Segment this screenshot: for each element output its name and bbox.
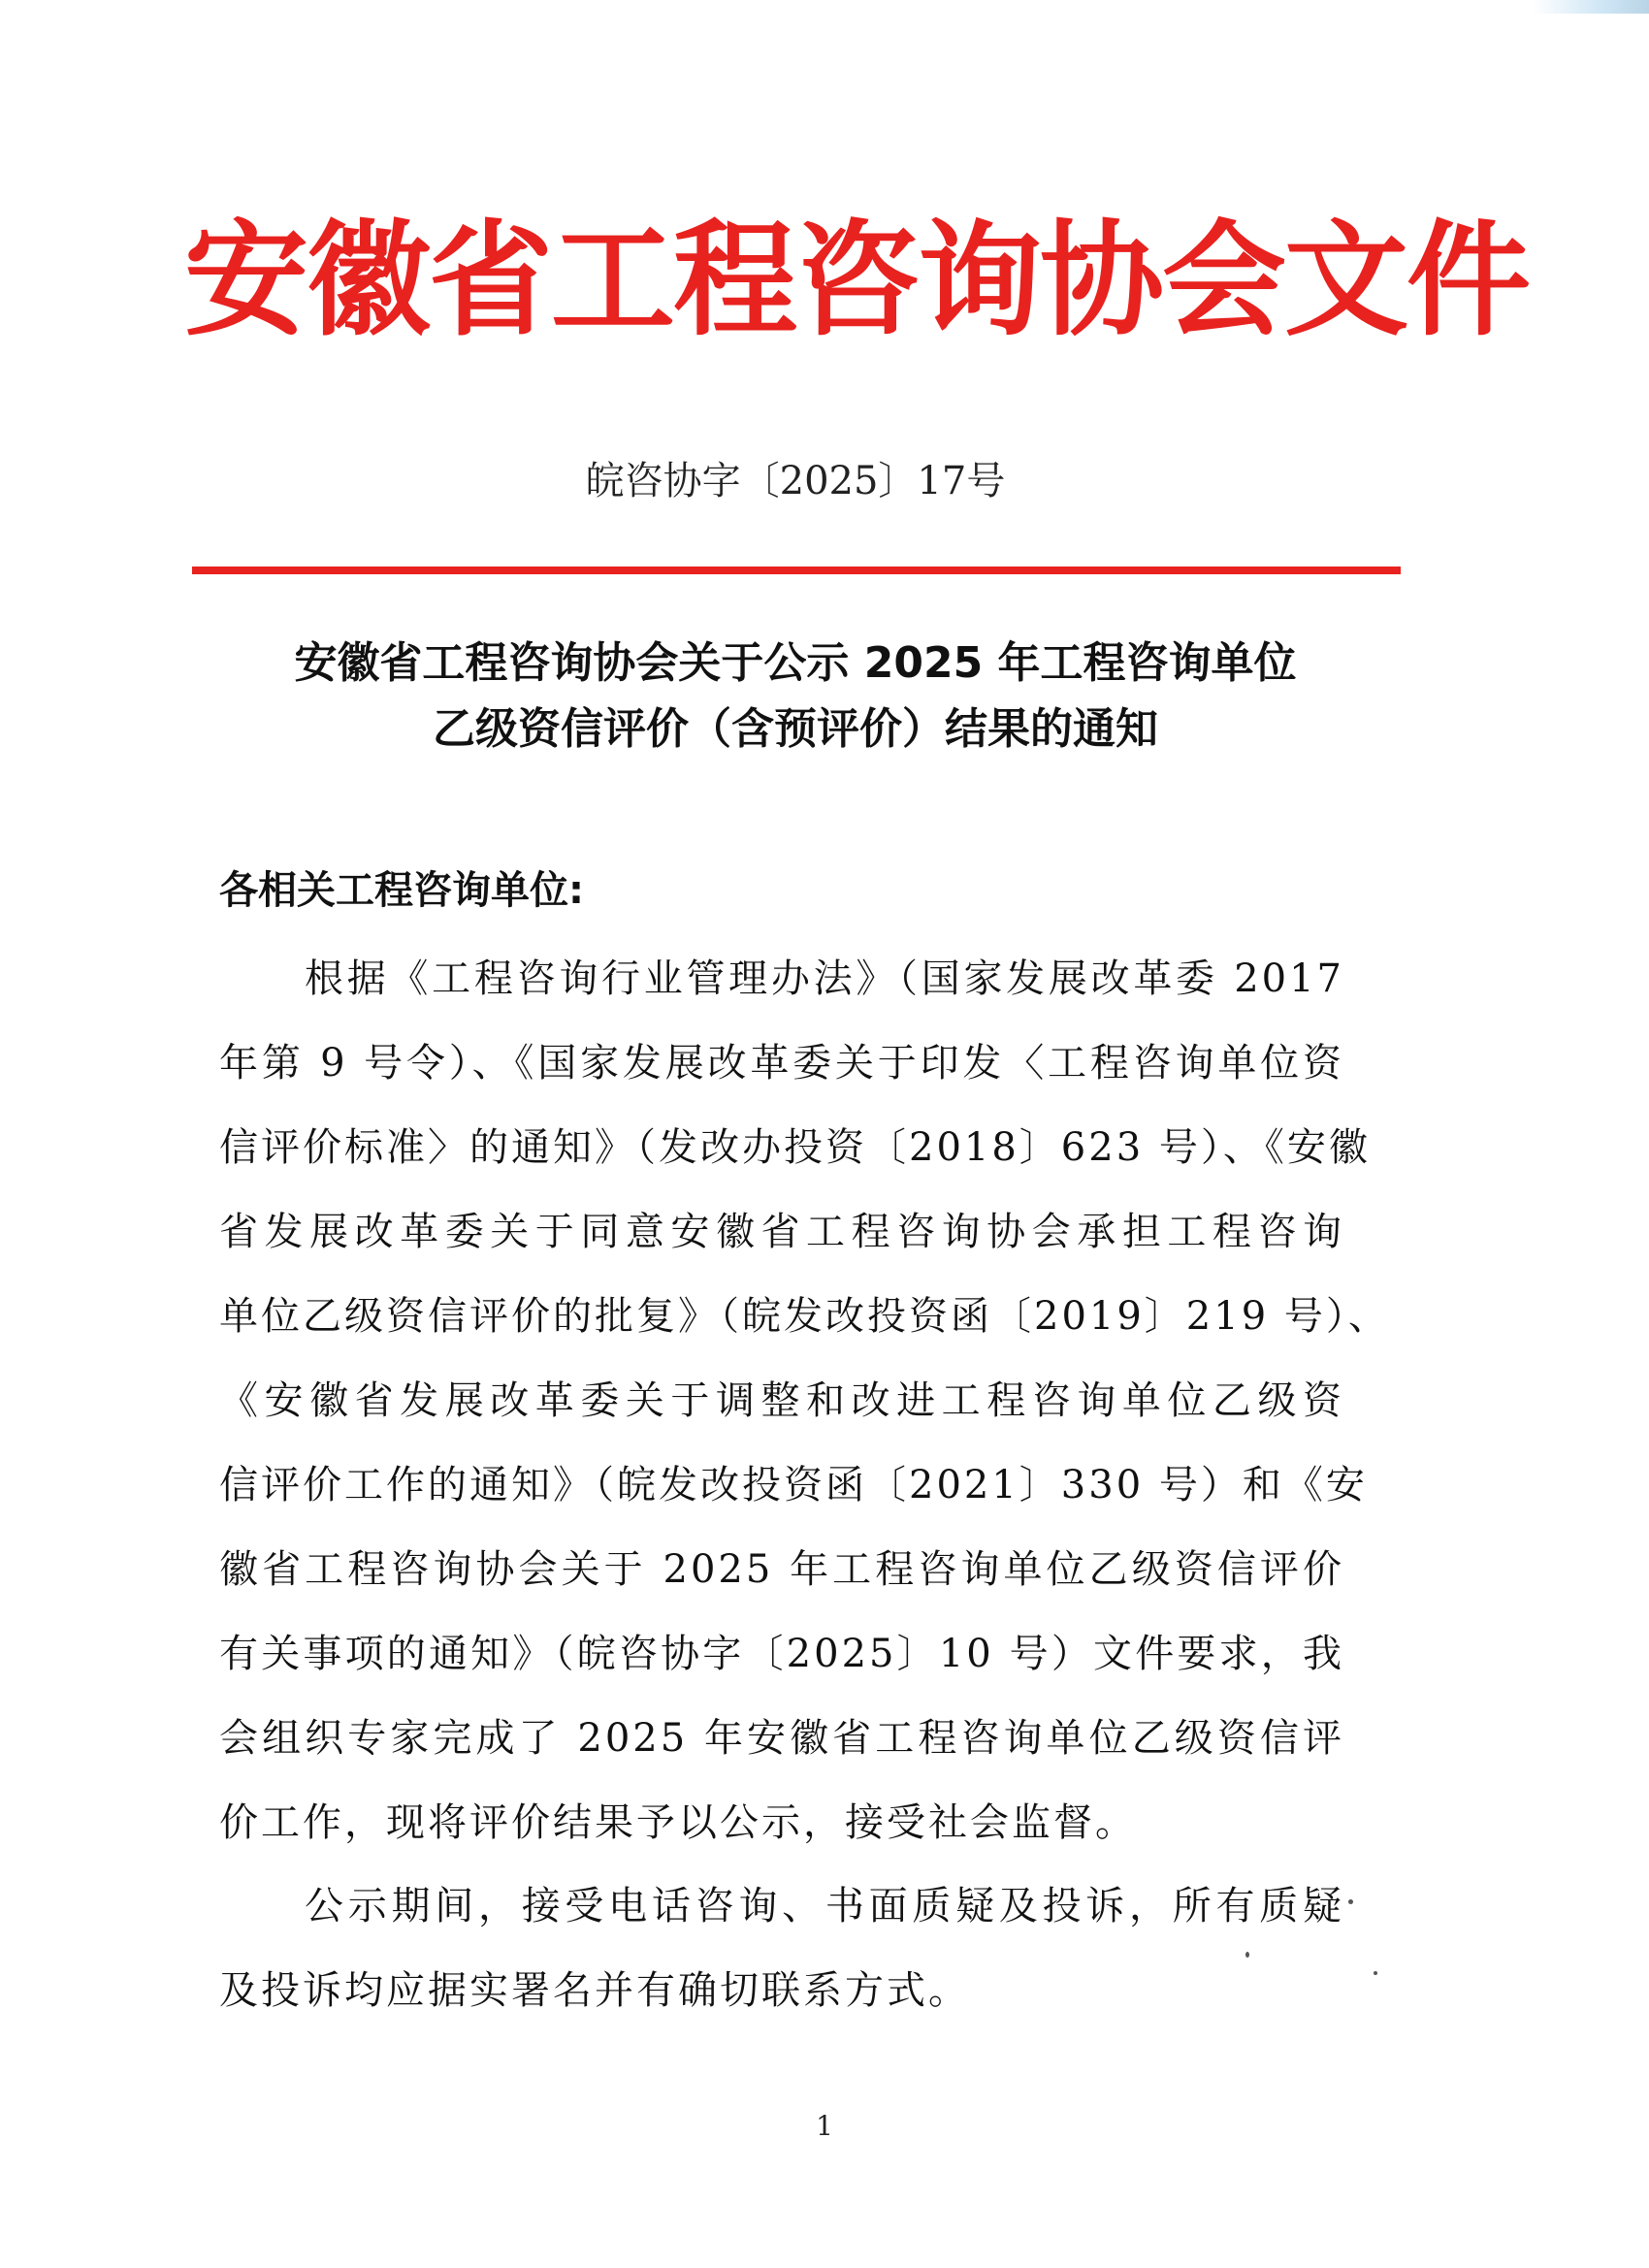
scan-speck [1374, 1971, 1377, 1975]
page-number: 1 [816, 2110, 833, 2142]
paragraph-line: 单位乙级资信评价的批复》（皖发改投资函〔2019〕219 号）、 [219, 1294, 1390, 1339]
paragraph-line: 《安徽省发展改革委关于调整和改进工程咨询单位乙级资 [219, 1378, 1344, 1423]
red-divider-line [192, 567, 1401, 574]
salutation: 各相关工程咨询单位: [219, 868, 584, 913]
paragraph-basis [219, 937, 1390, 1865]
masthead-title: 安徽省工程咨询协会文件 [184, 208, 1530, 353]
notice-title-line-1: 安徽省工程咨询协会关于公示 2025 年工程咨询单位 [294, 638, 1297, 688]
paragraph-line: 及投诉均应据实署名并有确切联系方式。 [219, 1968, 970, 2013]
paragraph-line: 根据《工程咨询行业管理办法》（国家发展改革委 2017 [305, 956, 1344, 1001]
paragraph-line: 信评价工作的通知》（皖发改投资函〔2021〕330 号）和《安 [219, 1463, 1368, 1507]
notice-title [146, 631, 1445, 762]
paragraph-line: 年第 9 号令）、《国家发展改革委关于印发〈工程咨询单位资 [219, 1041, 1344, 1085]
paragraph-line: 徽省工程咨询协会关于 2025 年工程咨询单位乙级资信评价 [219, 1547, 1344, 1592]
paragraph-line: 公示期间，接受电话咨询、书面质疑及投诉，所有质疑 [305, 1884, 1344, 1928]
paragraph-line: 价工作，现将评价结果予以公示，接受社会监督。 [219, 1800, 1137, 1845]
paragraph-line: 会组织专家完成了 2025 年安徽省工程咨询单位乙级资信评 [219, 1716, 1344, 1761]
scan-speck [1245, 1952, 1249, 1958]
scan-speck [1348, 1899, 1353, 1904]
paragraph-line: 信评价标准〉的通知》（发改办投资〔2018〕623 号）、《安徽 [219, 1125, 1371, 1170]
paragraph-line: 有关事项的通知》（皖咨协字〔2025〕10 号）文件要求，我 [219, 1632, 1344, 1676]
document-number: 皖咨协字〔2025〕17号 [585, 459, 1006, 503]
scan-edge-artifact [1533, 0, 1649, 14]
notice-title-line-2: 乙级资信评价（含预评价）结果的通知 [433, 704, 1158, 754]
paragraph-public-notice [219, 1864, 1344, 2033]
paragraph-line: 省发展改革委关于同意安徽省工程咨询协会承担工程咨询 [219, 1210, 1344, 1254]
